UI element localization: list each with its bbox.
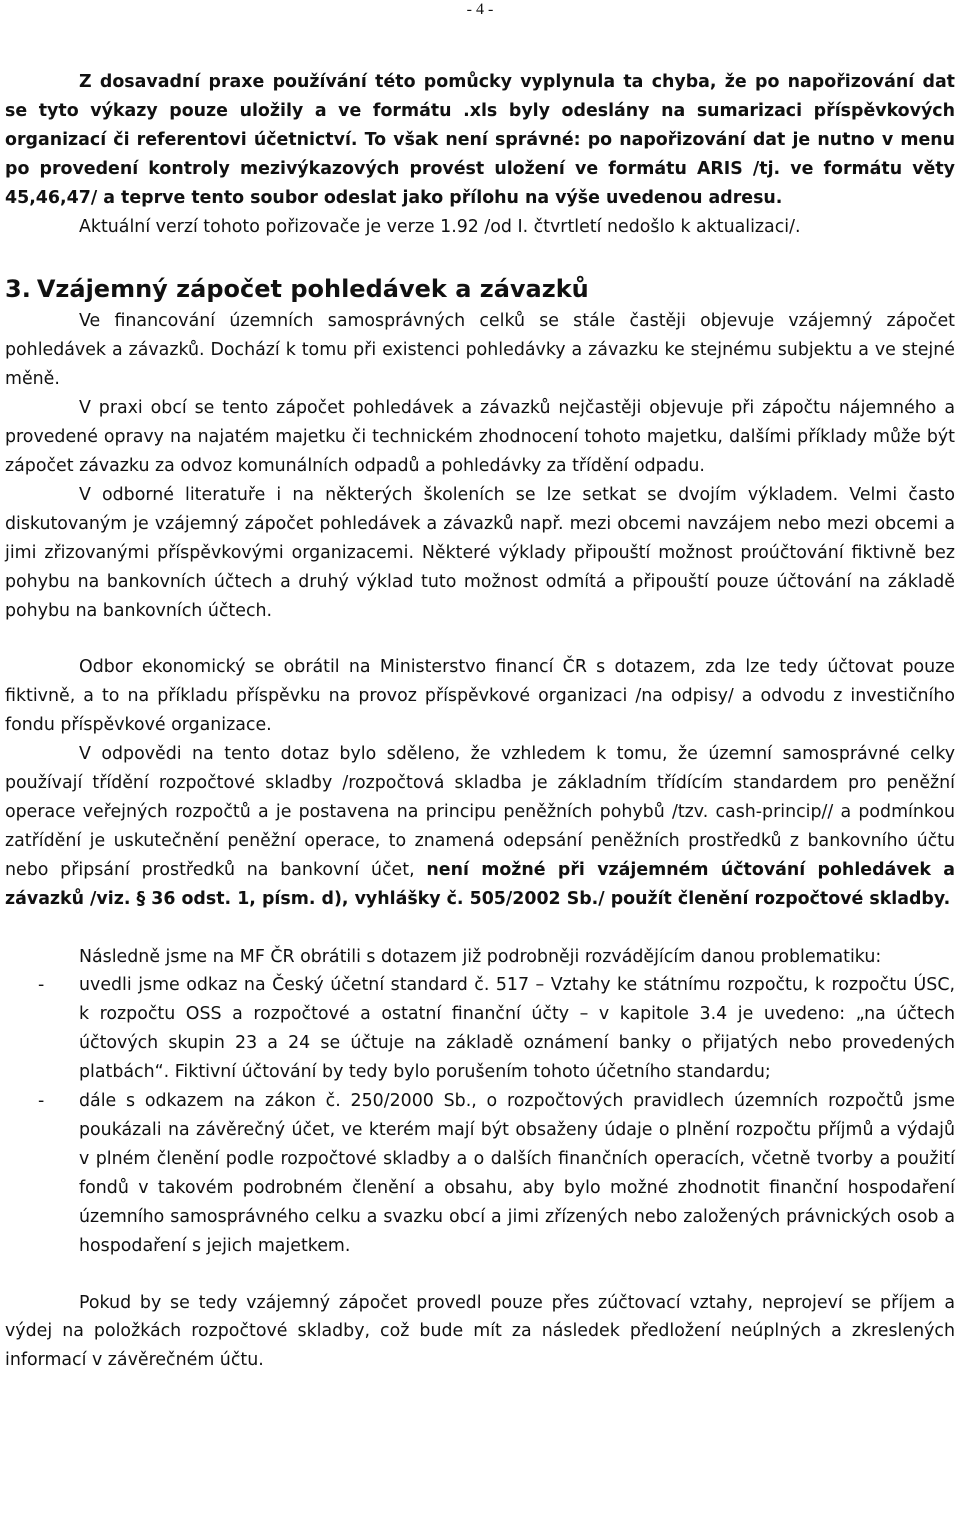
list-item bbox=[5, 1087, 955, 1260]
paragraph-practice: V praxi obcí se tento zápočet pohledávek a závazků nejčastěji objevuje při zápočtu nájemného a provedené opravy na najatém majetku či technickém zhodnocení tohoto majetku, dalšími příklady může být zápočet závazku za odvoz komunálních odpadů a pohledávky za třídění odpadu. bbox=[5, 398, 955, 476]
paragraph-aris-instructions: Z dosavadní praxe používání této pomůcky vyplynula ta chyba, že po napořizování dat se tyto výkazy pouze uložily a ve formátu .xls byly odeslány na sumarizaci příspěvkových organizací či referentovi účetnictví. To však není správné: po napořizování dat je nutno v menu po provedení kontroly mezivýkazových provést uložení ve formátu ARIS /tj. ve formátu věty 45,46,47/ a teprve tento soubor odeslat jako přílohu na výše uvedenou adresu. bbox=[5, 72, 955, 208]
list-item-text: uvedli jsme odkaz na Český účetní standard č. 517 – Vztahy ke státnímu rozpočtu, k rozpočtu ÚSC, k rozpočtu OSS a rozpočtové a ostatní finanční účty – v kapitole 3.4 je uvedeno: „na účtech účtových skupin 23 a 24 se účtuje na základě oznámení banky o přijatých nebo provedených platbách“. Fiktivní účtování by tedy bylo porušením tohoto účetního standardu; bbox=[79, 975, 955, 1083]
document-body bbox=[5, 68, 955, 1375]
list-item-text: dále s odkazem na zákon č. 250/2000 Sb., o rozpočtových pravidlech územních rozpočtů jsme poukázali na závěrečný účet, ve kterém mají být obsaženy údaje o plnění rozpočtu příjmů a výdajů v plném členění podle rozpočtové skladby a o dalších finančních operacích, včetně tvorby a použití fondů v takovém podrobném členění a obsahu, aby bylo možné zhodnotit finanční hospodaření územního samosprávného celku a svazku obcí a jimi zřízených nebo založených právnických osob a hospodaření s jejich majetkem. bbox=[79, 1091, 955, 1256]
argument-list bbox=[5, 971, 955, 1260]
paragraph-conclusion: Pokud by se tedy vzájemný zápočet provedl pouze přes zúčtovací vztahy, neprojeví se příjem a výdej na položkách rozpočtové skladby, což bude mít za následek předložení neúplných a zkreslených informací v závěrečném účtu. bbox=[5, 1292, 955, 1371]
answer-conclusion: není možné při vzájemném účtování pohledávek a závazků /viz. § 36 odst. 1, písm. d), vyhlášky č. 505/2002 Sb./ použít členění rozpočtové skladby. bbox=[5, 859, 955, 909]
section-heading bbox=[5, 273, 955, 305]
list-dash: - bbox=[38, 1091, 45, 1112]
paragraph-interpretations: V odborné literatuře i na některých školeních se lze setkat se dvojím výkladem. Velmi často diskutovaným je vzájemný zápočet pohledávek a závazků např. mezi obcemi navzájem nebo mezi obcemi a jimi zřizovanými příspěvkovými organizacemi. Některé výklady připouští možnost proúčtování fiktivně bez pohybu na bankovních účtech a druhý výklad tuto možnost odmítá a připouští pouze účtování na základě pohybu na bankovních účtech. bbox=[5, 484, 955, 621]
paragraph-followup: Následně jsme na MF ČR obrátili s dotazem již podrobněji rozvádějícím danou problematiku: bbox=[79, 946, 882, 967]
paragraph-intro: Ve financování územních samosprávných celků se stále častěji objevuje vzájemný zápočet pohledávek a závazků. Dochází k tomu při existenci pohledávky a závazku ke stejnému subjektu a ve stejné měně. bbox=[5, 311, 955, 390]
paragraph-ministry-query: Odbor ekonomický se obrátil na Ministerstvo financí ČR s dotazem, zda lze tedy účtovat pouze fiktivně, a to na příkladu příspěvku na provoz příspěvkové organizaci /na odpisy/ a odvodu z investičního fondu příspěvkové organizace. bbox=[5, 657, 955, 736]
paragraph-ministry-answer bbox=[5, 740, 955, 913]
paragraph-version-info: Aktuální verzí tohoto pořizovače je verze 1.92 /od I. čtvrtletí nedošlo k aktualizaci/. bbox=[79, 216, 801, 237]
section-title: Vzájemný zápočet pohledávek a závazků bbox=[36, 275, 589, 304]
answer-text: V odpovědi na tento dotaz bylo sděleno, že vzhledem k tomu, že územní samosprávné celky používají třídění rozpočtové skladby /rozpočtová skladba je základním třídícím standardem pro peněžní operace veřejných rozpočtů a je postavena na principu peněžních pohybů /tzv. cash-princip// a podmínkou zatřídění je uskutečnění peněžní operace, to znamená odepsání peněžních prostředků z bankovního účtu nebo připsání prostředků na bankovní účet, bbox=[5, 744, 955, 880]
list-dash: - bbox=[38, 975, 45, 996]
section-number: 3. bbox=[5, 275, 31, 304]
page-number: - 4 - bbox=[466, 1, 494, 18]
list-item bbox=[5, 971, 955, 1087]
